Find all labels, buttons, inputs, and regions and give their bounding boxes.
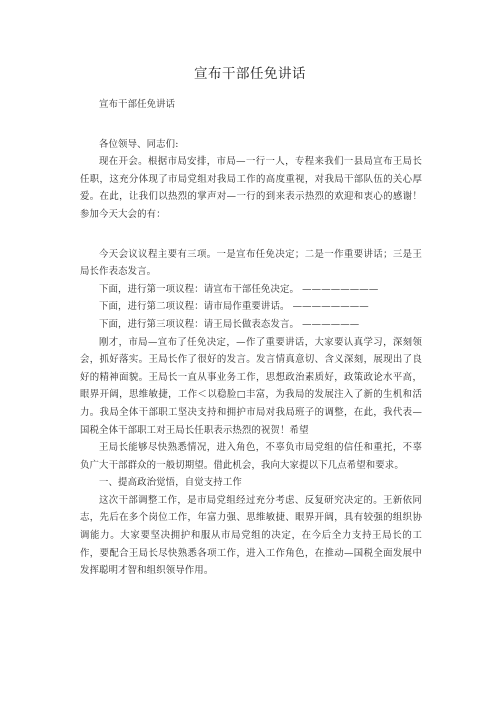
document-title: 宣布干部任免讲话 xyxy=(194,66,306,82)
section-heading-1: 一、提高政治觉悟，自觉支持工作 xyxy=(99,477,242,489)
agenda-item-2: 下面，进行第二项议程：请市局作重要讲话。 ———————— xyxy=(99,301,369,313)
agenda-item-3: 下面，进行第三项议程：请王局长做表态发言。 —————— xyxy=(99,318,360,330)
paragraph-section-1: 这次干部调整工作，是市局党组经过充分考虑、反复研究决定的。王新依同志，先后在多个岗位工作，年富力强、思维敏捷、眼界开阔，具有较强的组织协调能力。大家要坚决拥护和服从市局党组的决定，在今后全力支持王局长的工作，要配合王局长尽快熟悉各项工作，进入工作角色，在推动—国税全面发展中发挥聪明才智和组织领导作用。 xyxy=(80,494,422,577)
paragraph-opening: 现在开会。根据市局安排，市局—一行一人，专程来我们一县局宣布王局长任职，这充分体现了市局党组对我局工作的高度重视，对我局干部队伍的关心厚爱。在此，让我们以热烈的掌声对—一行的到来表示热烈的欢迎和衷心的感谢！参加今天大会的有： xyxy=(80,156,422,220)
document-subtitle: 宣布干部任免讲话 xyxy=(99,99,176,110)
agenda-item-1: 下面，进行第一项议程：请宣布干部任免决定。 ———————— xyxy=(99,283,379,295)
paragraph-summary: 刚才，市局—宣布了任免决定，—作了重要讲话，大家要认真学习，深刻领会，抓好落实。王局长作了很好的发言。发言情真意切、含义深刻，展现出了良好的精神面貌。王局长一直从事业务工作，思想政治素质好，政策政论水平高，眼界开阔，思维敏捷，工作＜以稳脸□丰富，为我局的发展注入了新的生机和活力。我局全体干部职工坚决支持和拥护市局对我局班子的调整，在此，我代表—国税全体干部职工对王局长任职表示热烈的祝贺！希望 xyxy=(80,336,422,436)
greeting: 各位领导、同志们: xyxy=(99,138,179,150)
document-body xyxy=(80,96,422,580)
paragraph-hopes: 王局长能够尽快熟悉情况，进入角色，不辜负市局党组的信任和重托，不辜负广大干部群众的一般切期望。借此机会，我向大家提以下几点希望和要求。 xyxy=(80,442,422,471)
paragraph-agenda: 今天会议议程主要有三项。一是宣布任免决定；二是一作重要讲话；三是王局长作表态发言。 xyxy=(80,248,422,278)
